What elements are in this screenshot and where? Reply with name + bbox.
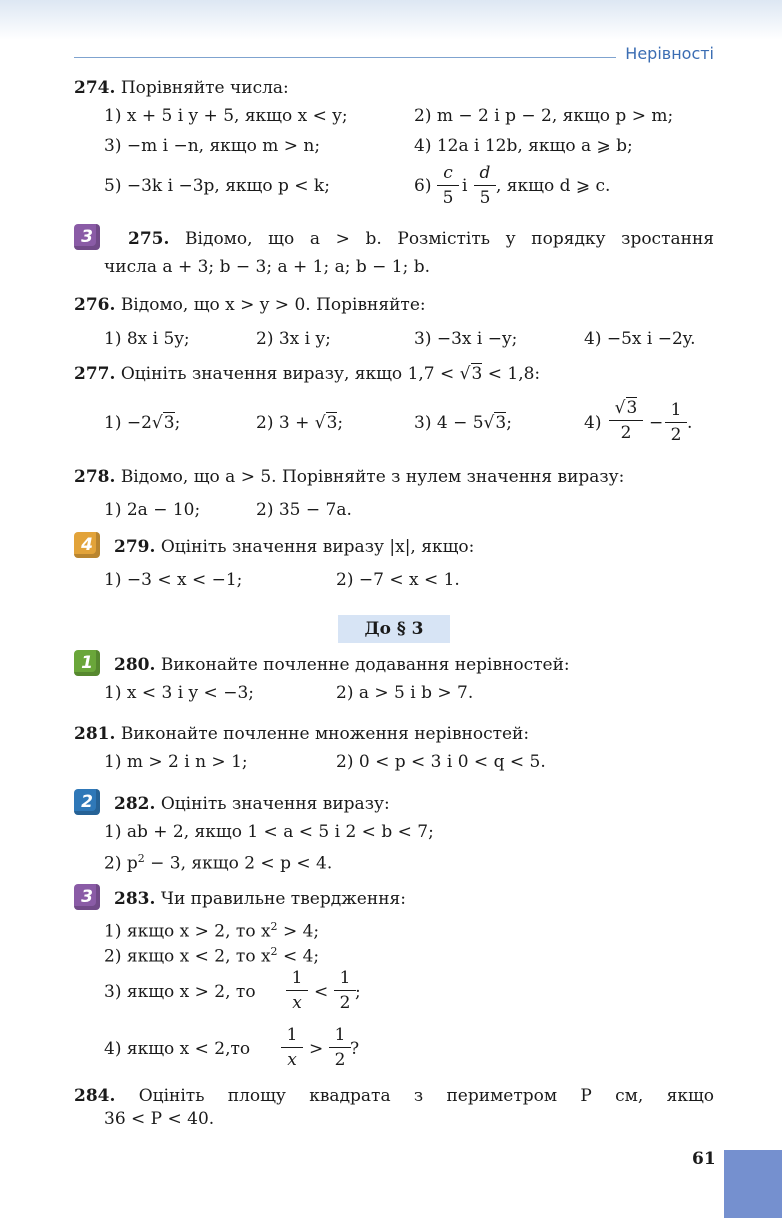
level-1-badge: 1 (74, 650, 100, 676)
problem-277-item-1: 1) −2√3; (104, 413, 181, 433)
problem-274-item-1: 1) x + 5 і y + 5, якщо x < y; (104, 106, 348, 126)
problem-274-item-3: 3) −m і −n, якщо m > n; (104, 136, 321, 156)
problem-276-heading: 276. Відомо, що x > y > 0. Порівняйте: (74, 295, 426, 315)
fraction-sqrt3-over-2: √3 2 (609, 398, 643, 443)
problem-283-item-4-end: ? (350, 1039, 360, 1059)
problem-280-heading: 280. Виконайте почленне додавання нерівностей: (114, 655, 570, 675)
problem-278-item-2: 2) 35 − 7a. (256, 500, 352, 520)
fraction-1-over-x: 1 x (286, 968, 308, 1013)
problem-276-item-4: 4) −5x і −2y. (584, 329, 696, 349)
problem-277-heading: 277. Оцініть значення виразу, якщо 1,7 < √3 < 1,8: (74, 364, 541, 384)
problem-284-line-1: 284. Оцініть площу квадрата з периметром P см, якщо (74, 1086, 715, 1106)
problem-276-item-1: 1) 8x і 5y; (104, 329, 190, 349)
header-band (0, 0, 782, 40)
problem-274-item-4: 4) 12a і 12b, якщо a ⩾ b; (414, 136, 633, 156)
problem-283-item-3-end: ; (355, 982, 361, 1002)
problem-282-heading: 282. Оцініть значення виразу: (114, 794, 390, 814)
problem-279-item-2: 2) −7 < x < 1. (336, 570, 460, 590)
section-title: Нерівності (625, 44, 714, 63)
section-heading-box: До § 3 (338, 615, 450, 643)
problem-279-item-1: 1) −3 < x < −1; (104, 570, 243, 590)
problem-282-item-1: 1) ab + 2, якщо 1 < a < 5 і 2 < b < 7; (104, 822, 434, 842)
problem-277-item-4-label: 4) (584, 413, 602, 433)
problem-278-item-1: 1) 2a − 10; (104, 500, 201, 520)
problem-283-item-3-op: < (314, 982, 329, 1002)
level-2-badge: 2 (74, 789, 100, 815)
page-number: 61 (692, 1149, 716, 1169)
problem-283-item-3-label: 3) якщо x > 2, то (104, 982, 256, 1002)
fraction-1-over-2-b: 1 2 (334, 968, 356, 1013)
problem-274-heading: 274. Порівняйте числа: (74, 78, 289, 98)
fraction-1-over-x-2: 1 x (281, 1025, 303, 1070)
problem-277-item-4-minus: − (649, 413, 664, 433)
problem-281-heading: 281. Виконайте почленне множення нерівностей: (74, 724, 530, 744)
fraction-1-over-2: 1 2 (665, 400, 687, 445)
level-3-badge-2: 3 (74, 884, 100, 910)
fraction-d-over-5: d 5 (474, 163, 496, 208)
problem-279-heading: 279. Оцініть значення виразу |x|, якщо: (114, 537, 475, 557)
problem-280-item-2: 2) a > 5 і b > 7. (336, 683, 474, 703)
problem-283-item-4-op: > (309, 1039, 324, 1059)
problem-283-item-4-label: 4) якщо x < 2,то (104, 1039, 251, 1059)
problem-275-line-1: 275. Відомо, що a > b. Розмістіть у порядку зростання (128, 229, 715, 249)
problem-278-heading: 278. Відомо, що a > 5. Порівняйте з нулем значення виразу: (74, 467, 625, 487)
problem-274-item-2: 2) m − 2 і p − 2, якщо p > m; (414, 106, 674, 126)
level-4-badge: 4 (74, 532, 100, 558)
problem-277-item-4-end: . (687, 413, 693, 433)
problem-274-item-6-condition: , якщо d ⩾ c. (496, 176, 611, 196)
problem-276-item-2: 2) 3x і y; (256, 329, 331, 349)
fraction-c-over-5: c 5 (437, 163, 459, 208)
problem-275-line-2: числа a + 3; b − 3; a + 1; a; b − 1; b. (104, 257, 431, 277)
problem-280-item-1: 1) x < 3 і y < −3; (104, 683, 254, 703)
problem-277-item-2: 2) 3 + √3; (256, 413, 344, 433)
problem-274-item-6-and: і (462, 176, 468, 196)
problem-281-item-2: 2) 0 < p < 3 і 0 < q < 5. (336, 752, 546, 772)
problem-282-item-2: 2) $p^2 - 3$, якщо 2 < p < 4. (104, 852, 333, 874)
problem-283-item-2: 2) якщо x < 2, то $x^2 < 4$; (104, 945, 320, 967)
problem-277-item-3: 3) 4 − 5√3; (414, 413, 512, 433)
header-rule (74, 57, 616, 58)
problem-274-item-5: 5) −3k і −3p, якщо p < k; (104, 176, 330, 196)
corner-tab (724, 1150, 782, 1218)
level-3-badge: 3 (74, 224, 100, 250)
problem-283-item-1: 1) якщо x > 2, то $x^2 > 4$; (104, 920, 320, 942)
problem-281-item-1: 1) m > 2 і n > 1; (104, 752, 248, 772)
problem-284-line-2: 36 < P < 40. (104, 1109, 215, 1129)
fraction-1-over-2-c: 1 2 (329, 1025, 351, 1070)
problem-274-item-6-label: 6) (414, 176, 432, 196)
problem-276-item-3: 3) −3x і −y; (414, 329, 518, 349)
problem-283-heading: 283. Чи правильне твердження: (114, 889, 406, 909)
